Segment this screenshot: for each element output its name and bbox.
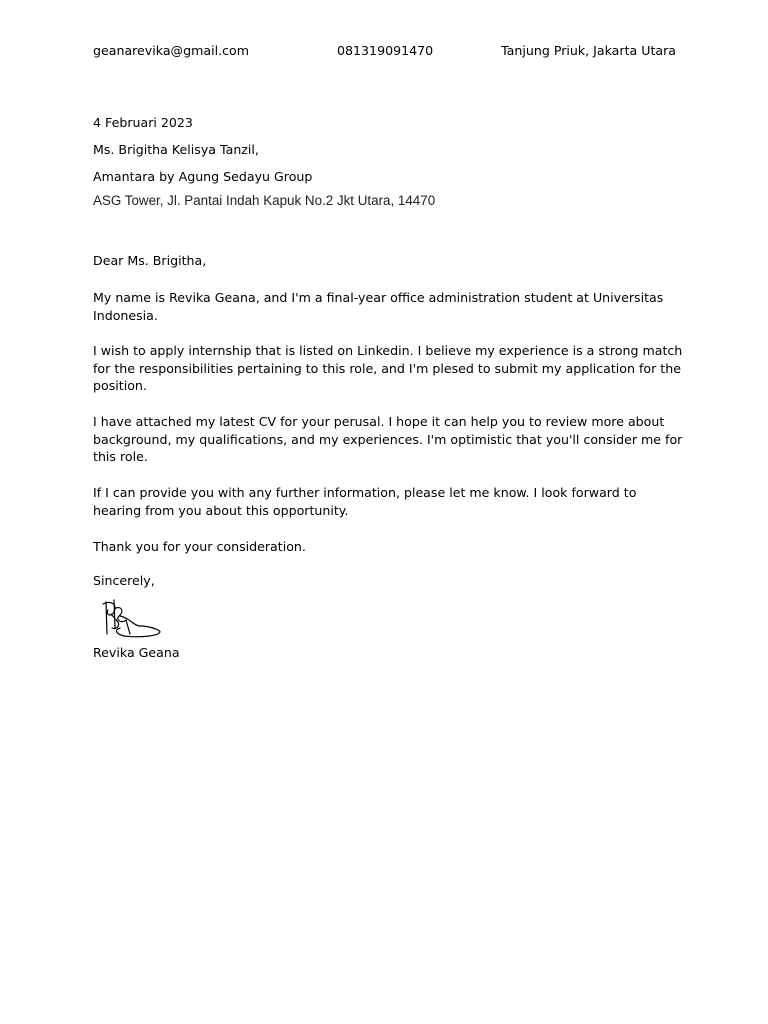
recipient-address: ASG Tower, Jl. Pantai Indah Kapuk No.2 Jkt Utara, 14470 [93,193,436,208]
handwritten-signature [100,598,168,640]
header-phone: 081319091470 [337,43,434,58]
signature-name: Revika Geana [93,645,180,660]
closing: Sincerely, [93,573,155,588]
paragraph-thanks: Thank you for your consideration. [93,539,306,554]
paragraph-followup: If I can provide you with any further information, please let me know. I look forward to hearing from you about this opportunity. [93,485,637,518]
header-email: geanarevika@gmail.com [93,43,250,58]
contact-header [93,43,676,61]
recipient-company: Amantara by Agung Sedayu Group [93,169,313,184]
recipient-name: Ms. Brigitha Kelisya Tanzil, [93,142,259,157]
letter-date: 4 Februari 2023 [93,115,193,130]
paragraph-intro: My name is Revika Geana, and I'm a final-year office administration student at Universitas Indonesia. [93,290,664,323]
header-location: Tanjung Priuk, Jakarta Utara [501,43,676,58]
paragraph-application: I wish to apply internship that is listed on Linkedin. I believe my experience is a strong match for the responsibilities pertaining to this role, and I'm plesed to submit my application for the position. [93,343,683,394]
paragraph-attachment: I have attached my latest CV for your perusal. I hope it can help you to review more about background, my qualifications, and my experiences. I'm optimistic that you'll consider me for this role. [93,414,683,465]
salutation: Dear Ms. Brigitha, [93,253,207,268]
